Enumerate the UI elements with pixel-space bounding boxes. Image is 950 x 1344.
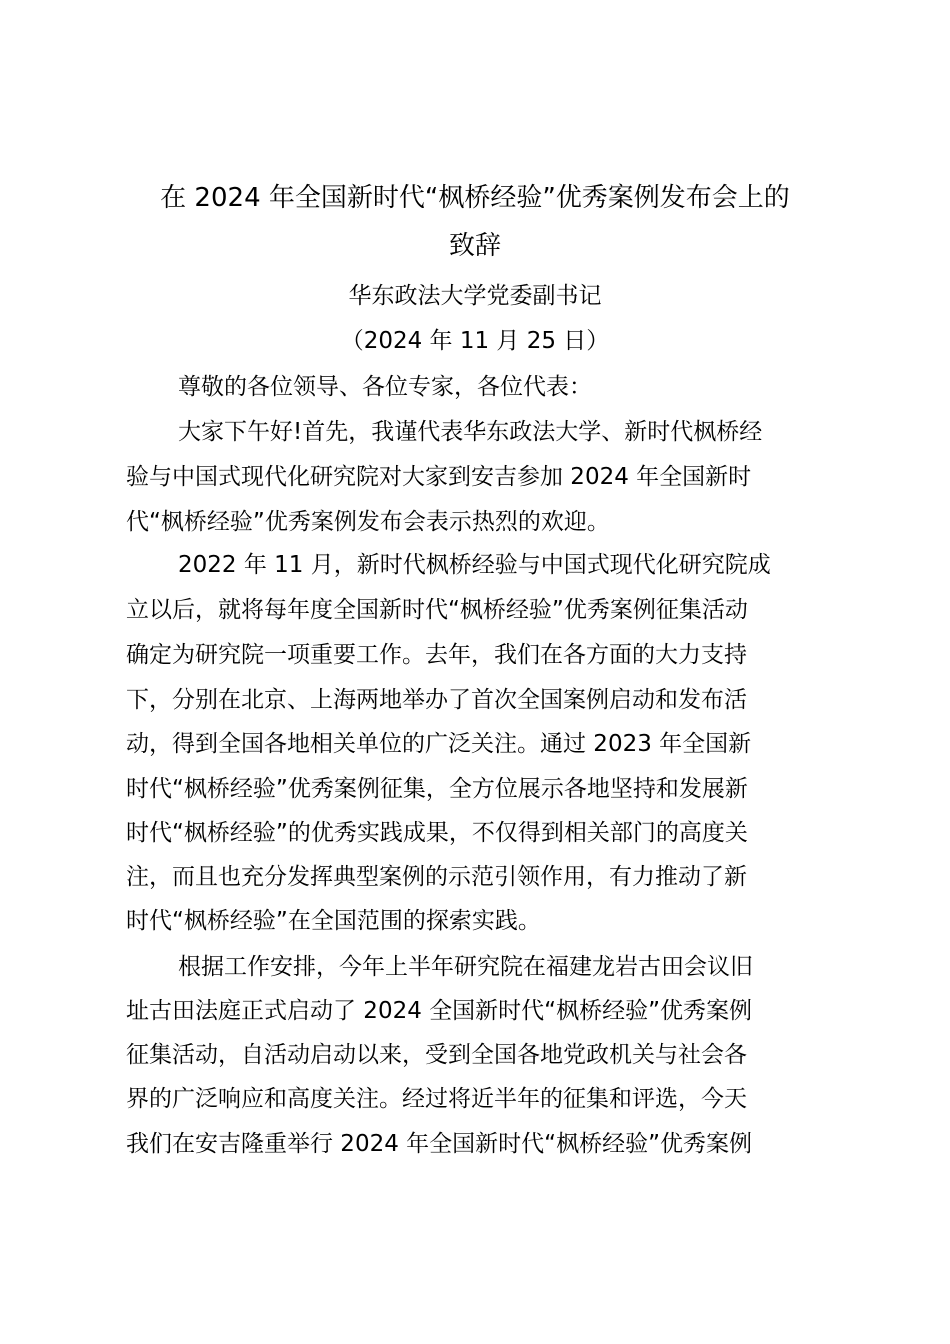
paragraph-4-line-4: 界的广泛响应和高度关注。经过将近半年的征集和评选，今天 — [126, 1086, 747, 1112]
paragraph-4-line-5: 我们在安吉隆重举行 2024 年全国新时代“枫桥经验”优秀案例 — [126, 1131, 752, 1157]
paragraph-3-line-8: 注，而且也充分发挥典型案例的示范引领作用，有力推动了新 — [126, 864, 747, 890]
paragraph-3-line-2: 立以后，就将每年度全国新时代“枫桥经验”优秀案例征集活动 — [126, 597, 748, 623]
paragraph-4-line-1: 根据工作安排，今年上半年研究院在福建龙岩古田会议旧 — [178, 954, 753, 980]
paragraph-3-line-5: 动，得到全国各地相关单位的广泛关注。通过 2023 年全国新 — [126, 731, 752, 757]
paragraph-3-line-7: 时代“枫桥经验”的优秀实践成果，不仅得到相关部门的高度关 — [126, 820, 748, 846]
paragraph-3-line-3: 确定为研究院一项重要工作。去年，我们在各方面的大力支持 — [126, 642, 747, 668]
paragraph-3-line-1: 2022 年 11 月，新时代枫桥经验与中国式现代化研究院成 — [178, 552, 771, 578]
paragraph-3-line-4: 下，分别在北京、上海两地举办了首次全国案例启动和发布活 — [126, 687, 747, 713]
paragraph-2-line-3: 代“枫桥经验”优秀案例发布会表示热烈的欢迎。 — [126, 509, 610, 535]
paragraph-3-line-6: 时代“枫桥经验”优秀案例征集，全方位展示各地坚持和发展新 — [126, 776, 748, 802]
paragraph-3-line-9: 时代“枫桥经验”在全国范围的探索实践。 — [126, 908, 541, 934]
paragraph-4-line-3: 征集活动，自活动启动以来，受到全国各地党政机关与社会各 — [126, 1042, 747, 1068]
paragraph-2-line-1: 大家下午好!首先，我谨代表华东政法大学、新时代枫桥经 — [178, 419, 763, 445]
paragraph-4-line-2: 址古田法庭正式启动了 2024 全国新时代“枫桥经验”优秀案例 — [126, 998, 752, 1024]
author-line: 华东政法大学党委副书记 — [348, 283, 602, 309]
date-line: （2024 年 11 月 25 日） — [340, 328, 610, 354]
document-title-line-1: 在 2024 年全国新时代“枫桥经验”优秀案例发布会上的 — [160, 183, 790, 213]
paragraph-2-line-2: 验与中国式现代化研究院对大家到安吉参加 2024 年全国新时 — [126, 464, 752, 490]
paragraph-1-line-1: 尊敬的各位领导、各位专家，各位代表： — [178, 374, 592, 400]
document-title-line-2: 致辞 — [448, 231, 501, 261]
